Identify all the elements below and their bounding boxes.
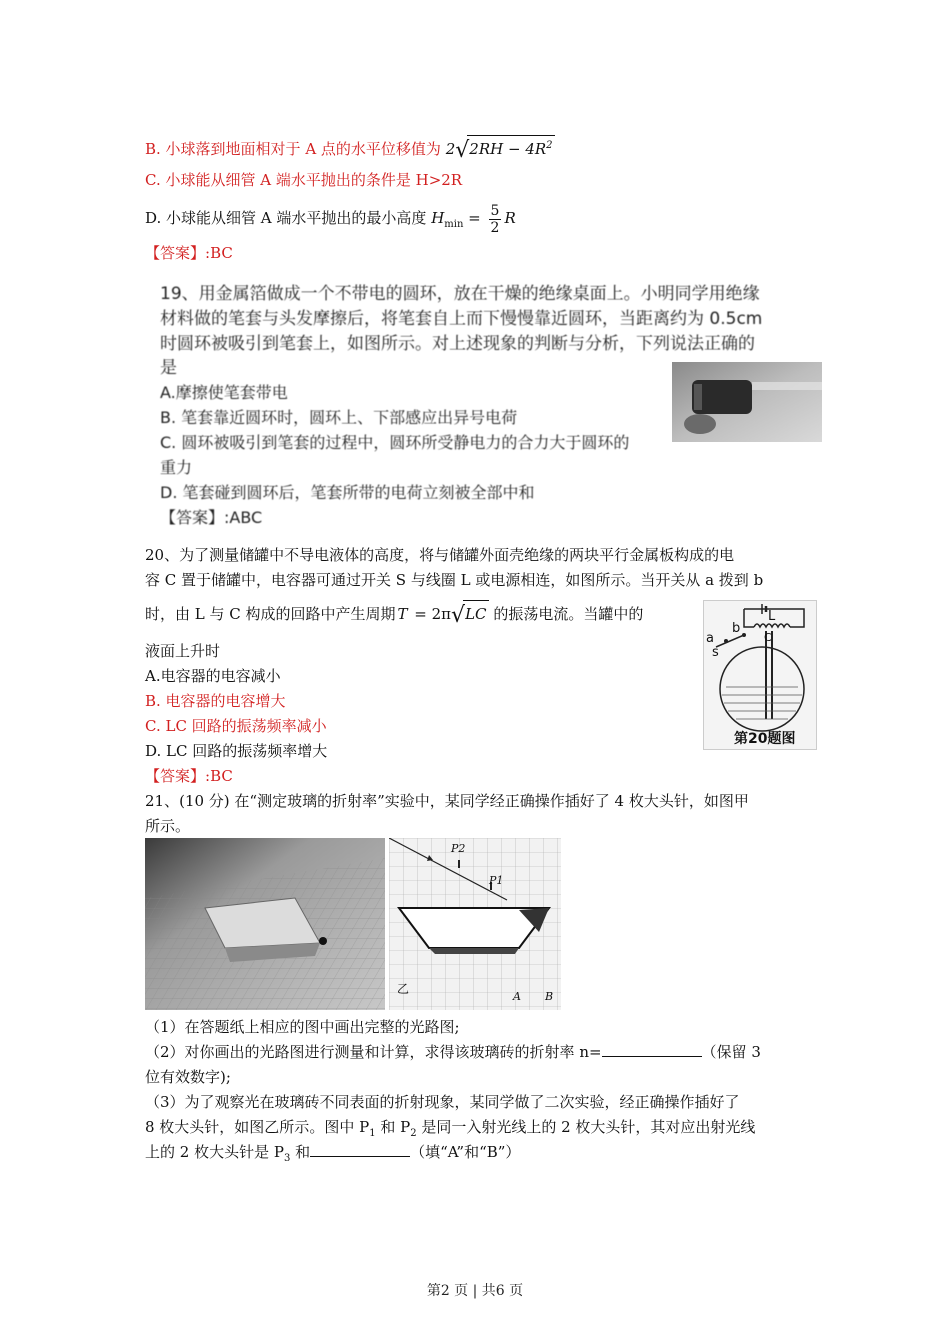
q19-stem-line2: 材料做的笔套与头发摩擦后，将笔套自上而下慢慢靠近圆环，当距离约为 0.5cm bbox=[160, 309, 763, 329]
tank-circuit-diagram bbox=[704, 601, 816, 749]
q19-stem-line4: 是 bbox=[160, 358, 177, 378]
q21-sub2-cont: 位有效数字); bbox=[145, 1068, 231, 1086]
label-C: C bbox=[764, 631, 772, 644]
q19-option-b: B. 笔套靠近圆环时，圆环上、下部感应出异号电荷 bbox=[160, 408, 518, 427]
q19-stem-line1: 19、用金属箔做成一个不带电的圆环，放在干燥的绝缘桌面上。小明同学用绝缘 bbox=[160, 284, 760, 304]
q20-option-b: B. 电容器的电容增大 bbox=[145, 692, 286, 710]
label-P2: P2 bbox=[451, 842, 466, 855]
label-s: s bbox=[712, 645, 719, 660]
q19-option-c-line2: 重力 bbox=[160, 458, 193, 477]
page-footer: 第2 页 | 共6 页 bbox=[426, 1283, 524, 1299]
q21-sub2: （2）对你画出的光路图进行测量和计算，求得该玻璃砖的折射率 n= （保留 3 bbox=[145, 1043, 761, 1061]
glass-brick-photo bbox=[145, 838, 385, 1010]
label-B: B bbox=[545, 990, 554, 1003]
q19-option-a: A.摩擦使笔套带电 bbox=[160, 383, 288, 402]
sqrt-lc: LC bbox=[463, 600, 488, 627]
q18-option-d: D. 小球能从细管 A 端水平抛出的最小高度 $H_{min}$ = $\frac{5}{2}$ R bbox=[145, 202, 516, 236]
q18-answer: 【答案】:BC bbox=[145, 244, 233, 262]
q20-answer: 【答案】:BC bbox=[145, 767, 233, 785]
q19-option-c-line1: C. 圆环被吸引到笔套的过程中，圆环所受静电力的合力大于圆环的 bbox=[160, 433, 630, 452]
q18-option-b: B. 小球落到地面相对于 A 点的水平位移值为 $2√2RH - 4R^2$ bbox=[145, 135, 555, 161]
label-b: b bbox=[732, 621, 741, 636]
q21-stem-line1: 21、(10 分) 在“测定玻璃的折射率”实验中，某同学经正确操作插好了 4 枚大头针，如图甲 bbox=[145, 792, 749, 810]
q20-stem-line2: 容 C 置于储罐中，电容器可通过开关 S 与线圈 L 或电源相连，如图所示。当开关从 a 拨到 b bbox=[145, 571, 764, 589]
q21-sub3-line1: （3）为了观察光在玻璃砖不同表面的折射现象，某同学做了二次实验，经正确操作插好了 bbox=[145, 1093, 740, 1111]
sqrt-expression: $2RH - 4R^2$ bbox=[467, 135, 554, 159]
q19-photo bbox=[672, 362, 822, 442]
q20-stem-line1: 20、为了测量储罐中不导电液体的高度，将与储罐外面壳绝缘的两块平行金属板构成的电 bbox=[145, 546, 735, 564]
q21-stem-line2: 所示。 bbox=[145, 817, 191, 835]
label-yi: 乙 bbox=[397, 982, 410, 996]
label-P1: P1 bbox=[489, 874, 504, 887]
q21-photo-jia bbox=[145, 838, 385, 1010]
answer-blank-n[interactable] bbox=[602, 1042, 702, 1057]
pen-cap-ring-photo bbox=[672, 362, 822, 442]
label-A: A bbox=[513, 990, 521, 1003]
q18-option-c: C. 小球能从细管 A 端水平抛出的条件是 H>2R bbox=[145, 171, 463, 189]
q19-stem-line3: 时圆环被吸引到笔套上，如图所示。对上述现象的判断与分析，下列说法正确的 bbox=[160, 334, 755, 354]
answer-blank-pin[interactable] bbox=[310, 1142, 410, 1157]
q20-option-a: A.电容器的电容减小 bbox=[145, 667, 281, 685]
q20-stem-line4: 液面上升时 bbox=[145, 642, 221, 660]
q20-option-d: D. LC 回路的振荡频率增大 bbox=[145, 742, 328, 760]
label-a: a bbox=[706, 631, 714, 646]
refraction-diagram bbox=[389, 838, 561, 1010]
q20-option-c: C. LC 回路的振荡频率减小 bbox=[145, 717, 327, 735]
fraction-5-2: $\frac{5}{2}$ bbox=[490, 202, 500, 236]
q19-option-d: D. 笔套碰到圆环后，笔套所带的电荷立刻被全部中和 bbox=[160, 483, 535, 502]
q19-answer: 【答案】:ABC bbox=[160, 508, 263, 527]
label-L: L bbox=[768, 609, 776, 624]
q21-sub1: （1）在答题纸上相应的图中画出完整的光路图; bbox=[145, 1018, 460, 1036]
q21-sub3-line2: 8 枚大头针，如图乙所示。图中 $P_1$ 和 $P_2$ 是同一入射光线上的 2 枚大头针，其对应出射光线 bbox=[145, 1118, 756, 1139]
q20-figure bbox=[703, 600, 817, 750]
figure-caption: 第20题图 bbox=[734, 731, 796, 747]
q21-sub3-line3: 上的 2 枚大头针是 $P_3$ 和 （填“A”和“B”） bbox=[145, 1143, 521, 1164]
q20-stem-line3: 时，由 L 与 C 构成的回路中产生周期 T = 2π√LC 的振荡电流。当罐中的 bbox=[145, 600, 643, 626]
q21-diagram-yi bbox=[389, 838, 561, 1010]
